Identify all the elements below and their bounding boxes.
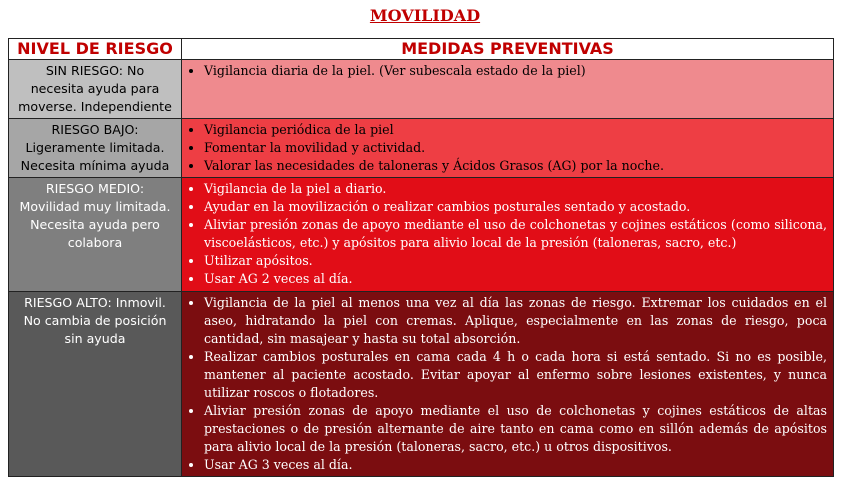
- measures-cell: [182, 60, 834, 119]
- risk-table: [8, 38, 834, 477]
- table-row: [9, 178, 834, 292]
- risk-level-line: RIESGO ALTO: Inmovil.: [24, 295, 166, 310]
- measures-list: [188, 180, 827, 288]
- risk-level-line: moverse. Independiente: [18, 99, 172, 114]
- risk-level-line: SIN RIESGO: No: [45, 63, 145, 78]
- list-item: • Aliviar presión zonas de apoyo mediante el uso de colchonetas y cojines estáticos (como silicona, viscoelásticos, etc.) y apósitos para alivio local de la presión (taloneras, sacro, etc.): [204, 216, 827, 252]
- measures-cell: [182, 178, 834, 292]
- risk-level-line: RIESGO MEDIO:: [45, 181, 145, 196]
- risk-level-line: colabora: [67, 235, 123, 250]
- list-item: • Aliviar presión zonas de apoyo mediante el uso de colchonetas y cojines estáticos de altas prestaciones o de presión alternante de aire tanto en cama como en sillón además de apósitos para alivio local de la presión (taloneras, sacro, etc.) u otros dispositivos.: [204, 402, 827, 456]
- header-preventive-measures: MEDIDAS PREVENTIVAS: [182, 39, 834, 60]
- list-item: • Vigilancia periódica de la piel: [204, 121, 827, 139]
- list-item: • Vigilancia diaria de la piel. (Ver subescala estado de la piel): [204, 62, 827, 80]
- list-item: • Usar AG 2 veces al día.: [204, 270, 827, 288]
- measures-list: [188, 121, 827, 175]
- list-item: • Valorar las necesidades de taloneras y Ácidos Grasos (AG) por la noche.: [204, 157, 827, 175]
- list-item: • Utilizar apósitos.: [204, 252, 827, 270]
- page-title: MOVILIDAD: [369, 6, 481, 25]
- table-row: [9, 292, 834, 477]
- risk-level-line: Necesita mínima ayuda: [20, 158, 170, 173]
- risk-level-cell: [9, 292, 182, 477]
- risk-level-line: Movilidad muy limitada.: [19, 199, 171, 214]
- risk-level-cell: [9, 119, 182, 178]
- table-row: [9, 60, 834, 119]
- measures-cell: [182, 119, 834, 178]
- list-item: • Ayudar en la movilización o realizar cambios posturales sentado y acostado.: [204, 198, 827, 216]
- risk-level-line: sin ayuda: [64, 331, 126, 346]
- risk-level-line: Ligeramente limitada.: [25, 140, 165, 155]
- risk-level-line: Necesita ayuda pero: [30, 217, 160, 232]
- table-row: [9, 119, 834, 178]
- list-item: • Vigilancia de la piel a diario.: [204, 180, 827, 198]
- list-item: • Vigilancia de la piel al menos una vez al día las zonas de riesgo. Extremar los cuidados en el aseo, hidratando la piel con cremas. Aplique, especialmente en las zonas de riesgo, poca cantidad, sin masajear y hasta su total absorción.: [204, 294, 827, 348]
- measures-list: [188, 62, 827, 80]
- list-item: • Fomentar la movilidad y actividad.: [204, 139, 827, 157]
- list-item: • Usar AG 3 veces al día.: [204, 456, 827, 474]
- risk-level-line: RIESGO BAJO:: [51, 122, 139, 137]
- risk-level-cell: [9, 60, 182, 119]
- measures-cell: [182, 292, 834, 477]
- risk-level-cell: [9, 178, 182, 292]
- list-item: • Realizar cambios posturales en cama cada 4 h o cada hora si está sentado. Si no es posible, mantener al paciente acostado. Evitar apoyar al enfermo sobre lesiones existentes, y nunca utilizar roscos o flotadores.: [204, 348, 827, 402]
- header-risk-level: NIVEL DE RIESGO: [9, 39, 182, 60]
- measures-list: [188, 294, 827, 474]
- risk-level-line: necesita ayuda para: [30, 81, 160, 96]
- table-header-row: [9, 39, 834, 60]
- risk-level-line: No cambia de posición: [23, 313, 167, 328]
